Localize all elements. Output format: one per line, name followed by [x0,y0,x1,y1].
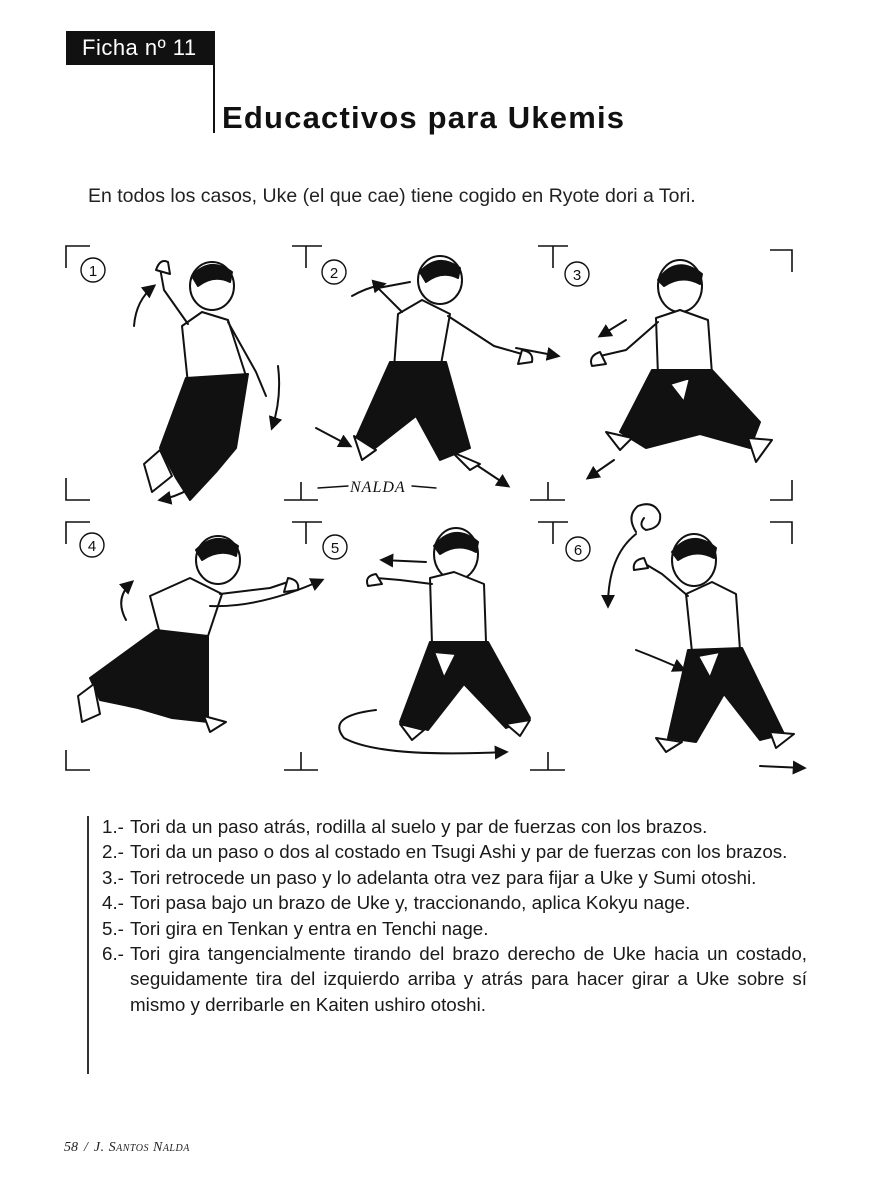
step-text: Tori retrocede un paso y lo adelanta otra vez para fijar a Uke y Sumi otoshi. [130,866,757,888]
panel-number-4 [80,533,104,557]
list-divider [87,816,89,1074]
ficha-label: Ficha nº 11 [66,31,213,65]
step-text: Tori gira tangencialmente tirando del brazo derecho de Uke hacia un costado, seguidamente tira del izquierdo arriba y atrás para hacer girar a Uke sobre sí mismo y derribarle en Kaiten ushiro otoshi. [130,943,807,1015]
list-item [102,839,807,864]
list-item [102,814,807,839]
intro-text: En todos los casos, Uke (el que cae) tiene cogido en Ryote dori a Tori. [88,185,696,207]
figure-2 [316,256,558,496]
footer-author: J. Santos Nalda [93,1140,190,1155]
step-number: 6.- [102,943,124,965]
panel-number-label: 5 [330,540,340,557]
artist-signature: NALDA [350,479,406,496]
figure-4 [78,536,322,732]
page-footer [64,1140,190,1156]
panel-number-3 [565,262,589,286]
step-number: 5.- [102,917,124,939]
panel-number-label: 1 [88,263,98,280]
step-number: 4.- [102,892,124,914]
steps-list [102,814,807,1017]
step-number: 3.- [102,866,124,888]
figure-6 [608,504,804,768]
figure-5 [339,528,530,753]
step-text: Tori gira en Tenkan y entra en Tenchi nage. [130,917,489,939]
step-text: Tori da un paso atrás, rodilla al suelo y par de fuerzas con los brazos. [130,816,708,837]
panel-number-label: 2 [329,265,339,282]
footer-separator: / [84,1140,88,1155]
illustration-panels [60,238,810,783]
step-text: Tori pasa bajo un brazo de Uke y, traccionando, aplica Kokyu nage. [130,892,691,914]
panel-number-5 [323,535,347,559]
step-number: 2.- [102,841,124,863]
panel-number-2 [322,260,346,284]
list-item [102,890,807,915]
page-title: Educactivos para Ukemis [222,100,626,135]
panel-number-label: 4 [87,538,97,555]
figure-3 [588,260,772,478]
page-number: 58 [64,1140,78,1155]
panel-number-label: 6 [573,542,583,559]
figure-1 [134,261,279,500]
step-number: 1.- [102,816,124,837]
step-text: Tori da un paso o dos al costado en Tsugi Ashi y par de fuerzas con los brazos. [130,841,788,863]
panel-number-label: 3 [572,267,582,284]
panel-number-1 [81,258,105,282]
list-item [102,916,807,941]
list-item [102,865,807,890]
header-divider [213,31,215,133]
panel-number-6 [566,537,590,561]
list-item [102,941,807,1017]
